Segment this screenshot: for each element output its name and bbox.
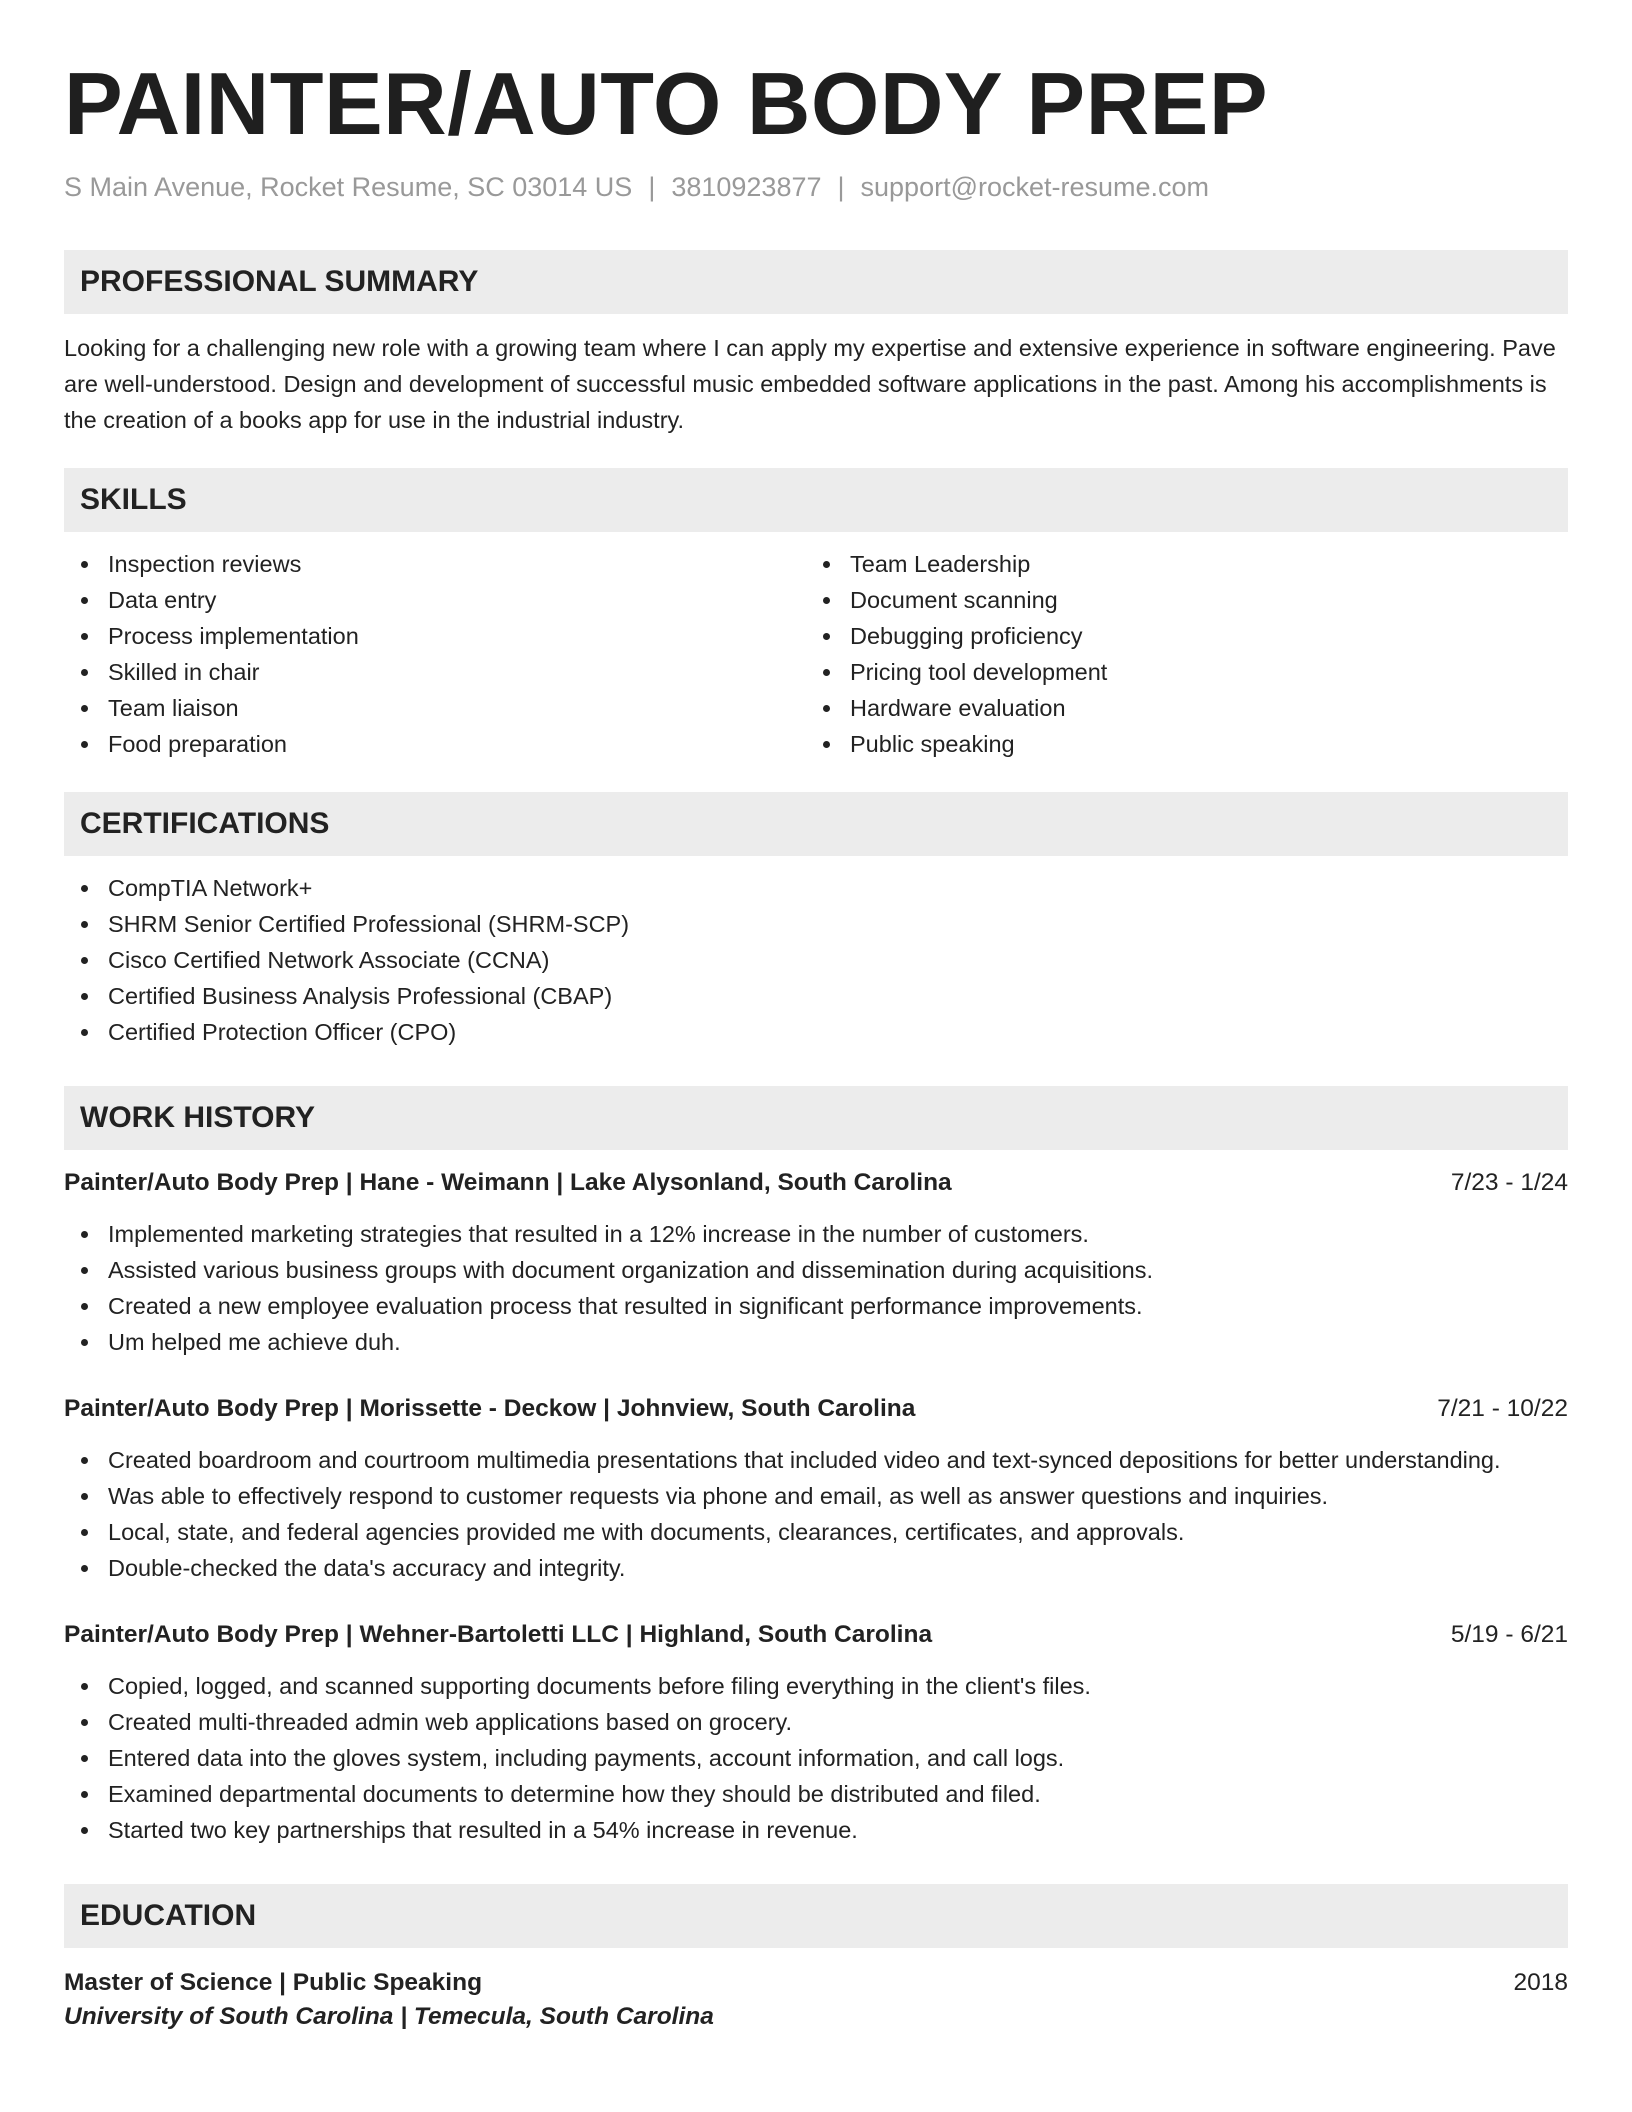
education-school: University of South Carolina | Temecula, South Carolina	[64, 2003, 714, 2030]
job-entry	[64, 1392, 1568, 1586]
skill-item: Pricing tool development	[806, 654, 1548, 690]
certification-item: Cisco Certified Network Associate (CCNA)	[64, 942, 1568, 978]
section-heading-certifications: CERTIFICATIONS	[64, 792, 1568, 856]
certification-item: Certified Business Analysis Professional (CBAP)	[64, 978, 1568, 1014]
skills-list-right	[806, 546, 1548, 762]
contact-phone: 3810923877	[671, 172, 822, 202]
job-dates: 7/21 - 10/22	[1437, 1395, 1568, 1422]
section-heading-work-history: WORK HISTORY	[64, 1086, 1568, 1150]
skill-item: Team liaison	[64, 690, 806, 726]
contact-separator: |	[837, 172, 845, 202]
job-bullet: Created multi-threaded admin web applications based on grocery.	[64, 1704, 1568, 1740]
skills-columns	[64, 546, 1568, 762]
job-bullet: Started two key partnerships that resulted in a 54% increase in revenue.	[64, 1812, 1568, 1848]
job-bullet: Examined departmental documents to determine how they should be distributed and filed.	[64, 1776, 1568, 1812]
job-bullet: Local, state, and federal agencies provided me with documents, clearances, certificates, and approvals.	[64, 1514, 1568, 1550]
contact-email: support@rocket-resume.com	[860, 172, 1210, 202]
summary-text: Looking for a challenging new role with a growing team where I can apply my expertise and extensive experience in software engineering. Pave are well-understood. Design and development of successful music embedded software applications in the past. Among his accomplishments is the creation of a books app for use in the industrial industry.	[64, 335, 1556, 433]
job-header	[64, 1392, 1568, 1426]
job-title: Painter/Auto Body Prep | Morissette - Deckow | Johnview, South Carolina	[64, 1395, 916, 1422]
skill-item: Hardware evaluation	[806, 690, 1548, 726]
job-bullet: Created boardroom and courtroom multimedia presentations that included video and text-synced depositions for better understanding.	[64, 1442, 1568, 1478]
contact-line	[64, 170, 1568, 204]
skill-item: Data entry	[64, 582, 806, 618]
skill-item: Public speaking	[806, 726, 1548, 762]
skill-item: Process implementation	[64, 618, 806, 654]
education-year: 2018	[1513, 1969, 1568, 1996]
job-bullet: Implemented marketing strategies that resulted in a 12% increase in the number of customers.	[64, 1216, 1568, 1252]
education-degree: Master of Science | Public Speaking	[64, 1969, 483, 1996]
job-bullet: Double-checked the data's accuracy and integrity.	[64, 1550, 1568, 1586]
job-dates: 7/23 - 1/24	[1450, 1169, 1568, 1196]
job-bullet: Copied, logged, and scanned supporting documents before filing everything in the client's files.	[64, 1668, 1568, 1704]
job-header	[64, 1166, 1568, 1200]
job-bullet-list	[64, 1442, 1568, 1586]
skill-item: Inspection reviews	[64, 546, 806, 582]
job-dates: 5/19 - 6/21	[1450, 1621, 1568, 1648]
certification-item: CompTIA Network+	[64, 870, 1568, 906]
skills-list-left	[64, 546, 806, 762]
job-header	[64, 1618, 1568, 1652]
section-heading-education: EDUCATION	[64, 1884, 1568, 1948]
skill-item: Debugging proficiency	[806, 618, 1548, 654]
candidate-name: PAINTER/AUTO BODY PREP	[64, 54, 1269, 153]
skill-item: Document scanning	[806, 582, 1548, 618]
job-bullet: Created a new employee evaluation process that resulted in significant performance improvements.	[64, 1288, 1568, 1324]
job-bullet: Assisted various business groups with document organization and dissemination during acquisitions.	[64, 1252, 1568, 1288]
skill-item: Skilled in chair	[64, 654, 806, 690]
certification-item: SHRM Senior Certified Professional (SHRM-SCP)	[64, 906, 1568, 942]
education-header	[64, 1966, 1568, 2000]
job-bullet: Was able to effectively respond to customer requests via phone and email, as well as answer questions and inquiries.	[64, 1478, 1568, 1514]
job-bullet-list	[64, 1668, 1568, 1848]
certification-item: Certified Protection Officer (CPO)	[64, 1014, 1568, 1050]
job-entry	[64, 1166, 1568, 1360]
job-title: Painter/Auto Body Prep | Hane - Weimann | Lake Alysonland, South Carolina	[64, 1169, 952, 1196]
job-bullet: Um helped me achieve duh.	[64, 1324, 1568, 1360]
job-bullet: Entered data into the gloves system, including payments, account information, and call logs.	[64, 1740, 1568, 1776]
job-title: Painter/Auto Body Prep | Wehner-Bartoletti LLC | Highland, South Carolina	[64, 1621, 933, 1648]
contact-address: S Main Avenue, Rocket Resume, SC 03014 US	[64, 172, 633, 202]
section-heading-summary: PROFESSIONAL SUMMARY	[64, 250, 1568, 314]
section-heading-skills: SKILLS	[64, 468, 1568, 532]
skill-item: Food preparation	[64, 726, 806, 762]
skill-item: Team Leadership	[806, 546, 1548, 582]
contact-separator: |	[648, 172, 656, 202]
certifications-list	[64, 870, 1568, 1050]
job-entry	[64, 1618, 1568, 1848]
job-bullet-list	[64, 1216, 1568, 1360]
resume-page	[64, 0, 1568, 2034]
